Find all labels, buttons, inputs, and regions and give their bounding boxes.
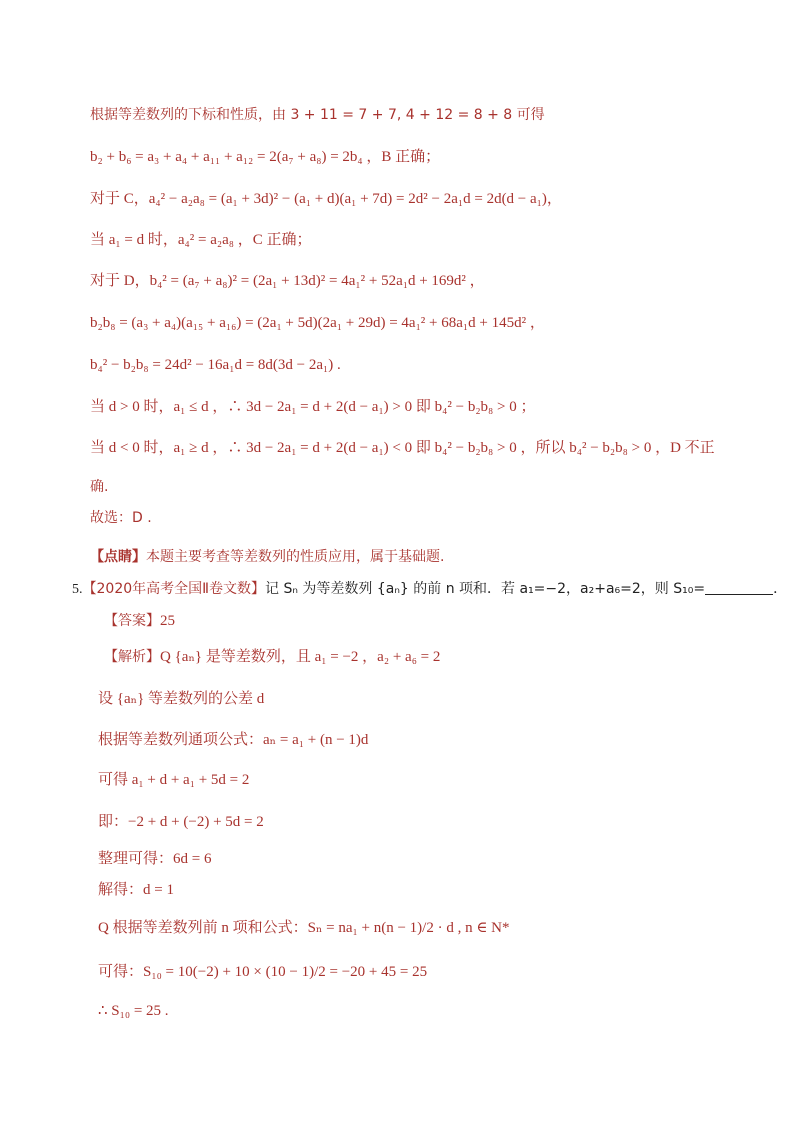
question-number: 5. — [72, 582, 83, 597]
question-end: ． — [773, 581, 788, 597]
answer-row — [104, 610, 175, 632]
answer-blank — [705, 580, 773, 595]
dianjing-text: 本题主要考查等差数列的性质应用，属于基础题. — [146, 549, 445, 565]
dianjing-label: 【点睛】 — [90, 549, 146, 565]
question-5-stem — [72, 578, 787, 601]
step-6: 解得：d = 1 — [98, 882, 174, 898]
step-4: 即：−2 + d + (−2) + 5d = 2 — [98, 814, 264, 830]
step-5: 整理可得：6d = 6 — [98, 851, 212, 867]
solution-line-2: b₂ + b₆ = a₃ + a₄ + a₁₁ + a₁₂ = 2(a₇ + a₈) = 2b₄ ，B 正确； — [90, 149, 441, 165]
analysis-row — [104, 646, 440, 668]
solution-line-10: 确. — [90, 479, 109, 495]
solution-line-7: b₄² − b₂b₈ = 24d² − 16a₁d = 8d(3d − 2a₁) . — [90, 357, 341, 373]
analysis-text: Q {aₙ} 是等差数列，且 a₁ = −2 ，a₂ + a₆ = 2 — [160, 649, 441, 665]
question-source: 【2020年高考全国Ⅱ卷文数】 — [82, 581, 266, 597]
solution-line-1: 根据等差数列的下标和性质，由 3 + 11 = 7 + 7, 4 + 12 = 8 + 8 可得 — [90, 107, 545, 123]
step-7: Q 根据等差数列前 n 项和公式：Sₙ = na₁ + n(n − 1)/2 · d , n ∈ N* — [98, 920, 510, 936]
solution-line-11: 故选：D . — [90, 510, 152, 526]
step-3: 可得 a₁ + d + a₁ + 5d = 2 — [98, 772, 250, 788]
analysis-label: 【解析】 — [104, 649, 160, 665]
solution-line-9: 当 d < 0 时，a₁ ≥ d ，∴ 3d − 2a₁ = d + 2(d − a₁) < 0 即 b₄² − b₂b₈ > 0 ，所以 b₄² − b₂b₈ > 0 ，D 不正 — [90, 440, 715, 456]
step-9: ∴ S₁₀ = 25 . — [98, 1003, 169, 1019]
answer-value: 25 — [160, 613, 175, 629]
question-text: 记 Sₙ 为等差数列 {aₙ} 的前 n 项和．若 a₁=−2，a₂+a₆=2，则 S₁₀= — [265, 581, 706, 597]
step-1: 设 {aₙ} 等差数列的公差 d — [98, 691, 265, 707]
solution-line-6: b₂b₈ = (a₃ + a₄)(a₁₅ + a₁₆) = (2a₁ + 5d)(2a₁ + 29d) = 4a₁² + 68a₁d + 145d² ， — [90, 315, 545, 331]
solution-line-4: 当 a₁ = d 时，a₄² = a₂a₈ ，C 正确； — [90, 232, 312, 248]
solution-line-5: 对于 D，b₄² = (a₇ + a₈)² = (2a₁ + 13d)² = 4a₁² + 52a₁d + 169d² ， — [90, 273, 485, 289]
solution-line-3: 对于 C，a₄² − a₂a₈ = (a₁ + 3d)² − (a₁ + d)(a₁ + 7d) = 2d² − 2a₁d = 2d(d − a₁)， — [90, 191, 562, 207]
dianjing-note — [90, 546, 444, 568]
step-2: 根据等差数列通项公式：aₙ = a₁ + (n − 1)d — [98, 732, 369, 748]
answer-label: 【答案】 — [104, 613, 160, 629]
solution-line-8: 当 d > 0 时，a₁ ≤ d ，∴ 3d − 2a₁ = d + 2(d − a₁) > 0 即 b₄² − b₂b₈ > 0 ； — [90, 399, 536, 415]
step-8: 可得：S₁₀ = 10(−2) + 10 × (10 − 1)/2 = −20 + 45 = 25 — [98, 964, 428, 980]
